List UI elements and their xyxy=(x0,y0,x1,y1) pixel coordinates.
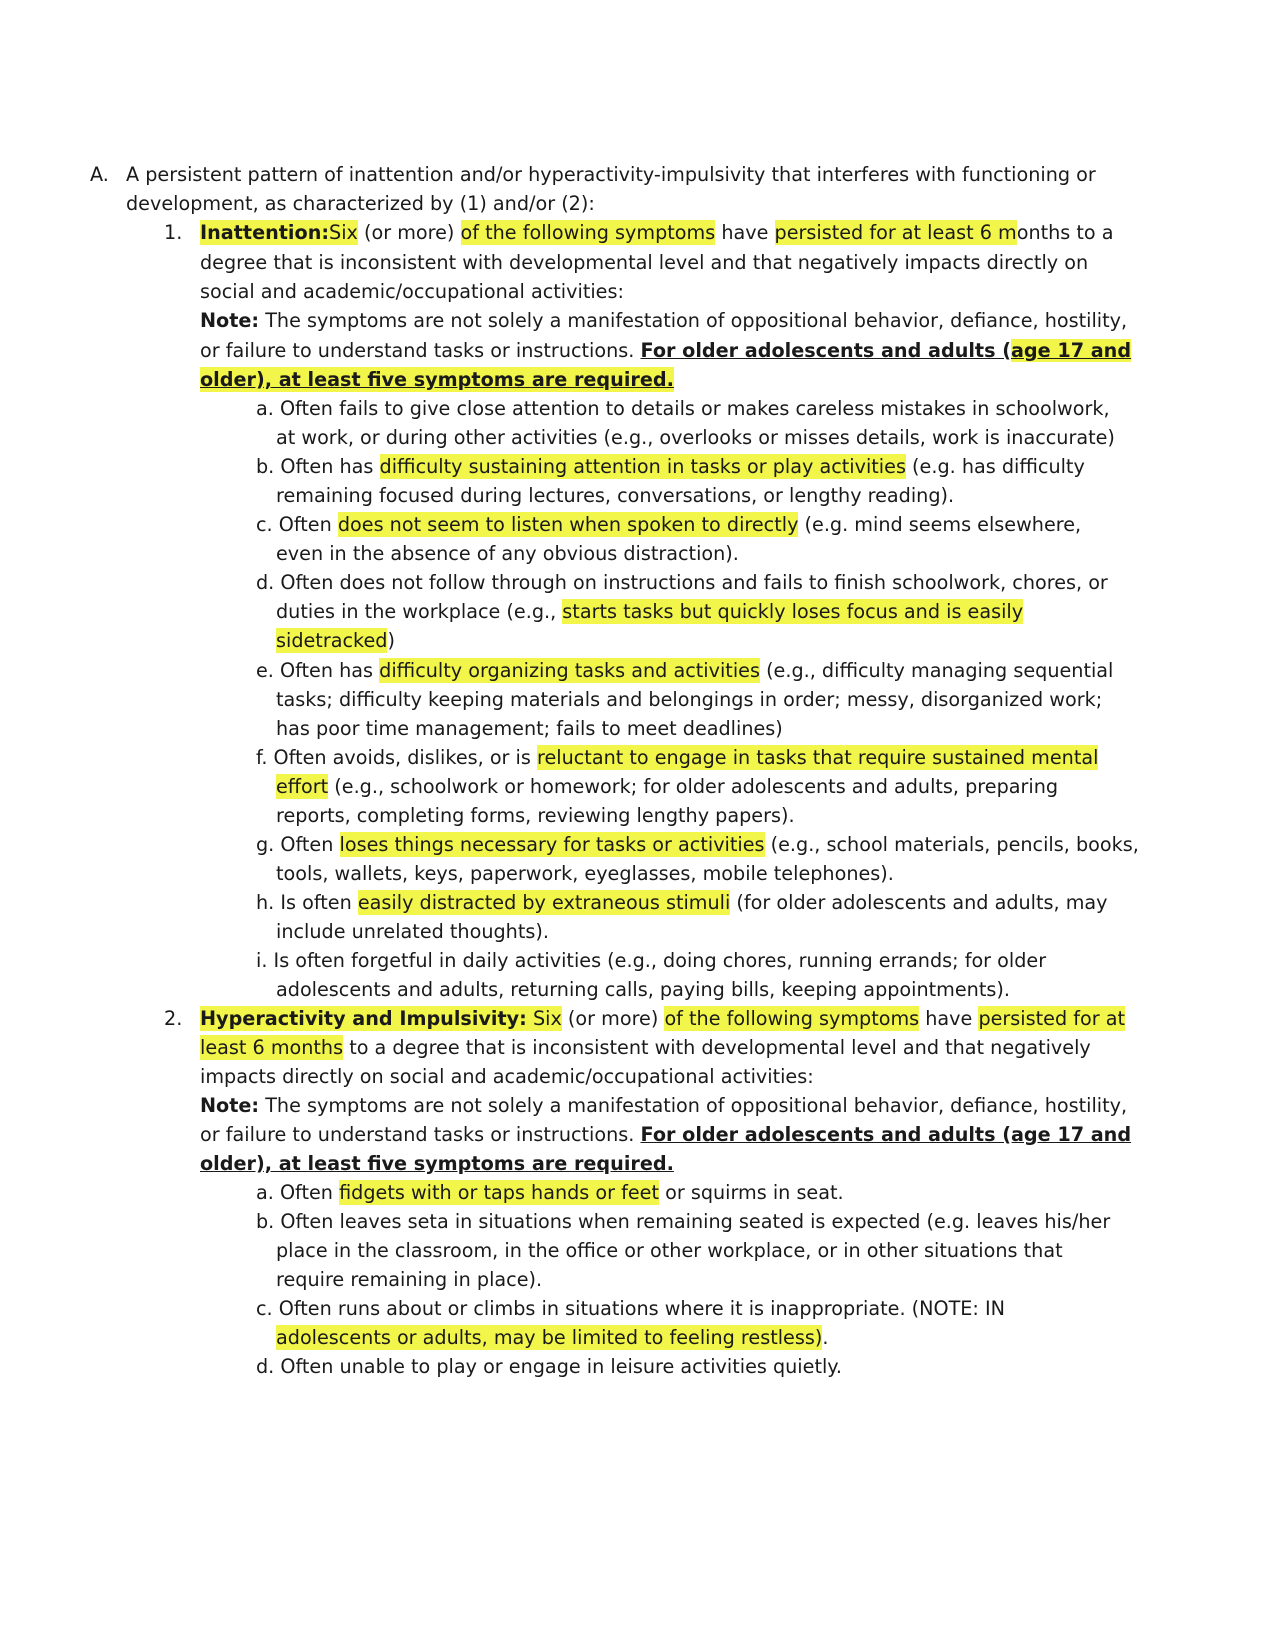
have-text: have xyxy=(715,221,775,244)
item-1h-line-2: include unrelated thoughts). xyxy=(276,920,549,943)
item-1i-line-2: adolescents and adults, returning calls, paying bills, keeping appointments). xyxy=(276,978,1010,1001)
item-1g-line-2: tools, wallets, keys, paperwork, eyeglasses, mobile telephones). xyxy=(276,862,894,885)
item-2c-line-2 xyxy=(276,1323,828,1353)
item-1b-highlight: difficulty sustaining attention in tasks or play activities xyxy=(379,455,906,478)
item-1g-line-1 xyxy=(256,830,1139,860)
item-2c-highlight: adolescents or adults, may be limited to feeling restless) xyxy=(276,1326,823,1349)
item-1c-line-1 xyxy=(256,510,1081,540)
item-1-note-line-1 xyxy=(200,306,1127,336)
item-1-line-1 xyxy=(200,218,1114,248)
item-2b-line-2: place in the classroom, in the office or other workplace, or in other situations that xyxy=(276,1239,1063,1262)
item-2-note-line-2 xyxy=(200,1120,1131,1150)
item-1b-post: (e.g. has difficulty xyxy=(905,455,1085,478)
item-1f-highlight: reluctant to engage in tasks that require sustained mental xyxy=(536,746,1099,769)
item-2c-line-1: c. Often runs about or climbs in situations where it is inappropriate. (NOTE: IN xyxy=(256,1297,1006,1320)
item-2-line-2-text: to a degree that is inconsistent with developmental level and that negatively xyxy=(343,1036,1091,1059)
six-count: Six xyxy=(329,221,358,244)
item-2-note-line-1 xyxy=(200,1091,1127,1121)
item-1c-post: (e.g. mind seems elsewhere, xyxy=(798,513,1082,536)
item-1-line-3: social and academic/occupational activities: xyxy=(200,280,624,303)
item-1f-line-2 xyxy=(276,772,1058,802)
item-2c-post: . xyxy=(822,1326,829,1349)
item-1h-pre: h. Is often xyxy=(256,891,358,914)
note-age-requirement: For older adolescents and adults ( xyxy=(640,339,1011,362)
item-1-note-line-2 xyxy=(200,336,1131,366)
item-2d-line-1: d. Often unable to play or engage in leisure activities quietly. xyxy=(256,1355,843,1378)
or-more-text-2: (or more) xyxy=(561,1007,665,1030)
or-more-text: (or more) xyxy=(357,221,461,244)
note-text-2: The symptoms are not solely a manifestation of oppositional behavior, defiance, hostility, xyxy=(259,1094,1128,1117)
have-text-2: have xyxy=(919,1007,979,1030)
six-months-highlight: least 6 months xyxy=(200,1036,344,1059)
months-text: onths to a xyxy=(1016,221,1114,244)
item-2b-line-3: require remaining in place). xyxy=(276,1268,543,1291)
note-five-symptoms-2: older), at least five symptoms are required. xyxy=(200,1152,674,1175)
item-1d-pre: duties in the workplace (e.g., xyxy=(276,600,563,623)
item-1f-pre: f. Often avoids, dislikes, or is xyxy=(256,746,537,769)
item-1f-post: (e.g., schoolwork or homework; for older adolescents and adults, preparing xyxy=(328,775,1059,798)
persisted-highlight-2: persisted for at xyxy=(978,1007,1126,1030)
item-1b-pre: b. Often has xyxy=(256,455,380,478)
item-2a-post: or squirms in seat. xyxy=(659,1181,844,1204)
item-1e-line-1 xyxy=(256,656,1113,686)
item-2-line-3: impacts directly on social and academic/occupational activities: xyxy=(200,1065,814,1088)
item-1e-pre: e. Often has xyxy=(256,659,380,682)
item-1g-highlight: loses things necessary for tasks or activities xyxy=(339,833,765,856)
item-2-line-2 xyxy=(200,1033,1091,1063)
note-age-requirement-2: For older adolescents and adults (age 17 and xyxy=(640,1123,1132,1146)
following-symptoms-highlight: of the following symptoms xyxy=(460,221,716,244)
item-1d-line-3 xyxy=(276,626,395,656)
note-text: The symptoms are not solely a manifestation of oppositional behavior, defiance, hostility, xyxy=(259,309,1128,332)
item-1a-line-2: at work, or during other activities (e.g., overlooks or misses details, work is inaccurate) xyxy=(276,426,1115,449)
item-1-note-line-3 xyxy=(200,365,674,395)
item-1h-post: (for older adolescents and adults, may xyxy=(730,891,1108,914)
item-1h-line-1 xyxy=(256,888,1108,918)
note-five-symptoms: older), at least five symptoms are required. xyxy=(200,368,674,391)
item-1c-pre: c. Often xyxy=(256,513,338,536)
item-1d-highlight: starts tasks but quickly loses focus and is easily xyxy=(562,600,1024,623)
inattention-heading: Inattention: xyxy=(200,221,330,244)
item-1b-line-2: remaining focused during lectures, conversations, or lengthy reading). xyxy=(276,484,955,507)
note-label-2: Note: xyxy=(200,1094,260,1117)
item-1c-highlight: does not seem to listen when spoken to directly xyxy=(337,513,799,536)
section-a-marker: A. xyxy=(90,163,109,186)
item-1-line-2: degree that is inconsistent with developmental level and that negatively impacts directly on xyxy=(200,251,1089,274)
item-1h-highlight: easily distracted by extraneous stimuli xyxy=(357,891,731,914)
item-1f-highlight-2: effort xyxy=(276,775,329,798)
persisted-highlight: persisted for at least 6 m xyxy=(774,221,1017,244)
note-label: Note: xyxy=(200,309,260,332)
item-1e-line-2: tasks; difficulty keeping materials and belongings in order; messy, disorganized work; xyxy=(276,688,1103,711)
following-symptoms-highlight-2: of the following symptoms xyxy=(664,1007,920,1030)
item-2a-highlight: fidgets with or taps hands or feet xyxy=(339,1181,660,1204)
item-1i-line-1: i. Is often forgetful in daily activities (e.g., doing chores, running errands; for older xyxy=(256,949,1047,972)
item-1g-post: (e.g., school materials, pencils, books, xyxy=(764,833,1139,856)
item-1d-post: ) xyxy=(387,629,395,652)
item-1d-line-2 xyxy=(276,597,1023,627)
item-1d-highlight-2: sidetracked xyxy=(276,629,388,652)
item-2-note-line-3 xyxy=(200,1149,674,1179)
item-2-line-1 xyxy=(200,1004,1125,1034)
item-1e-highlight: difficulty organizing tasks and activities xyxy=(379,659,760,682)
item-2-number: 2. xyxy=(164,1007,183,1030)
item-1d-line-1: d. Often does not follow through on instructions and fails to finish schoolwork, chores, or xyxy=(256,571,1108,594)
item-1f-line-3: reports, completing forms, reviewing lengthy papers). xyxy=(276,804,795,827)
item-1e-post: (e.g., difficulty managing sequential xyxy=(759,659,1114,682)
item-2a-pre: a. Often xyxy=(256,1181,340,1204)
item-1f-line-1 xyxy=(256,743,1098,773)
item-1a-line-1: a. Often fails to give close attention to details or makes careless mistakes in schoolwork, xyxy=(256,397,1110,420)
item-1c-line-2: even in the absence of any obvious distraction). xyxy=(276,542,739,565)
section-a-line-1: A persistent pattern of inattention and/or hyperactivity-impulsivity that interferes with functioning or xyxy=(126,163,1096,186)
item-1g-pre: g. Often xyxy=(256,833,340,856)
note-plain-text: or failure to understand tasks or instructions. xyxy=(200,339,641,362)
section-a-line-2: development, as characterized by (1) and/or (2): xyxy=(126,192,595,215)
hyperactivity-heading: Hyperactivity and Impulsivity: xyxy=(200,1007,527,1030)
item-1e-line-3: has poor time management; fails to meet deadlines) xyxy=(276,717,783,740)
item-2b-line-1: b. Often leaves seta in situations when remaining seated is expected (e.g. leaves his/her xyxy=(256,1210,1111,1233)
six-count-2: Six xyxy=(526,1007,562,1030)
note-plain-text-2: or failure to understand tasks or instructions. xyxy=(200,1123,641,1146)
item-2a-line-1 xyxy=(256,1178,844,1208)
item-1b-line-1 xyxy=(256,452,1085,482)
note-age-highlight: age 17 and xyxy=(1010,339,1132,362)
item-1-number: 1. xyxy=(164,221,183,244)
